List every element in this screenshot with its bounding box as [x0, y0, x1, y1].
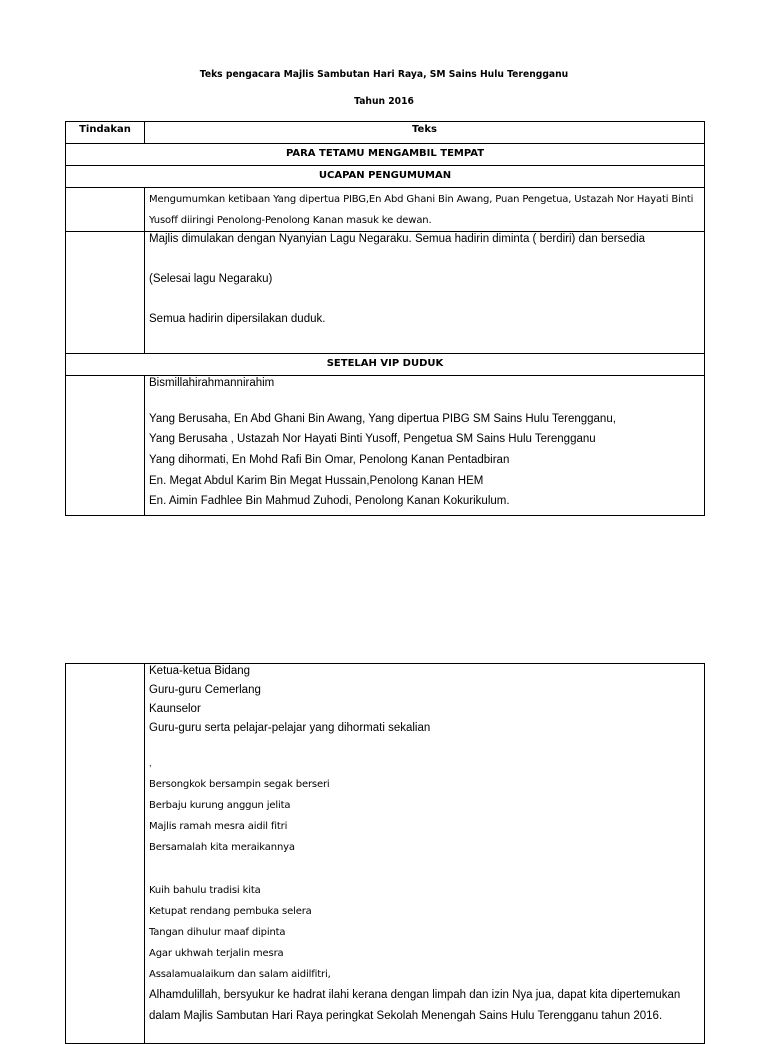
text-cell	[145, 232, 705, 354]
comma-line: ,	[149, 758, 152, 768]
announce-line: Yusoff diiringi Penolong-Penolong Kanan masuk ke dewan.	[149, 215, 432, 226]
pantun-line: Kuih bahulu tradisi kita	[149, 885, 261, 896]
pantun-line: Tangan dihulur maaf dipinta	[149, 927, 286, 938]
greeting-line: Guru-guru Cemerlang	[149, 684, 261, 696]
text-cell	[145, 664, 705, 1044]
column-header-action: Tindakan	[66, 122, 145, 144]
text-cell	[145, 188, 705, 232]
closing-line: dalam Majlis Sambutan Hari Raya peringkat Sekolah Menengah Sains Hulu Terengganu tahun 2016.	[149, 1010, 663, 1022]
document-title: Teks pengacara Majlis Sambutan Hari Raya, SM Sains Hulu Terengganu	[199, 69, 569, 80]
document-year: Tahun 2016	[354, 96, 414, 107]
opening-line: Yang dihormati, En Mohd Rafi Bin Omar, Penolong Kanan Pentadbiran	[149, 454, 510, 466]
column-header-text: Teks	[145, 122, 705, 144]
closing-line: Alhamdulillah, bersyukur ke hadrat ilahi kerana dengan limpah dan izin Nya jua, dapat kita dipertemukan	[149, 989, 681, 1001]
anthem-line: Semua hadirin dipersilakan duduk.	[149, 313, 326, 325]
table-row	[66, 188, 705, 232]
text-cell	[145, 376, 705, 516]
opening-line: Bismillahirahmannirahim	[149, 377, 275, 389]
pantun-line: Berbaju kurung anggun jelita	[149, 800, 291, 811]
section-heading-announcement: UCAPAN PENGUMUMAN	[66, 166, 705, 188]
section-row	[66, 144, 705, 166]
greeting-line: Guru-guru serta pelajar-pelajar yang dihormati sekalian	[149, 722, 431, 734]
table-row	[66, 232, 705, 354]
action-cell	[66, 188, 145, 232]
table-row	[66, 664, 705, 1044]
action-cell	[66, 376, 145, 516]
section-heading-guests-seated: PARA TETAMU MENGAMBIL TEMPAT	[66, 144, 705, 166]
script-table-2	[65, 663, 705, 1044]
table-header-row	[66, 122, 705, 144]
action-cell	[66, 664, 145, 1044]
pantun-line: Agar ukhwah terjalin mesra	[149, 948, 284, 959]
pantun-line: Majlis ramah mesra aidil fitri	[149, 821, 288, 832]
opening-line: En. Megat Abdul Karim Bin Megat Hussain,Penolong Kanan HEM	[149, 475, 484, 487]
pantun-line: Bersamalah kita meraikannya	[149, 842, 295, 853]
greeting-line: Ketua-ketua Bidang	[149, 665, 251, 677]
pantun-line: Bersongkok bersampin segak berseri	[149, 779, 330, 790]
announce-line: Mengumumkan ketibaan Yang dipertua PIBG,En Abd Ghani Bin Awang, Puan Pengetua, Ustazah Nor Hayati Binti	[149, 194, 694, 205]
section-row	[66, 354, 705, 376]
pantun-line: Assalamualaikum dan salam aidilfitri,	[149, 969, 331, 980]
pantun-line: Ketupat rendang pembuka selera	[149, 906, 312, 917]
section-row	[66, 166, 705, 188]
opening-line: Yang Berusaha , Ustazah Nor Hayati Binti Yusoff, Pengetua SM Sains Hulu Terengganu	[149, 433, 596, 445]
greeting-line: Kaunselor	[149, 703, 201, 715]
anthem-line: Majlis dimulakan dengan Nyanyian Lagu Negaraku. Semua hadirin diminta ( berdiri) dan bersedia	[149, 233, 646, 245]
script-table-1	[65, 121, 705, 516]
anthem-line: (Selesai lagu Negaraku)	[149, 273, 273, 285]
opening-line: En. Aimin Fadhlee Bin Mahmud Zuhodi, Penolong Kanan Kokurikulum.	[149, 495, 510, 507]
table-row	[66, 376, 705, 516]
action-cell	[66, 232, 145, 354]
opening-line: Yang Berusaha, En Abd Ghani Bin Awang, Yang dipertua PIBG SM Sains Hulu Terengganu,	[149, 413, 616, 425]
section-heading-after-vip-seated: SETELAH VIP DUDUK	[66, 354, 705, 376]
